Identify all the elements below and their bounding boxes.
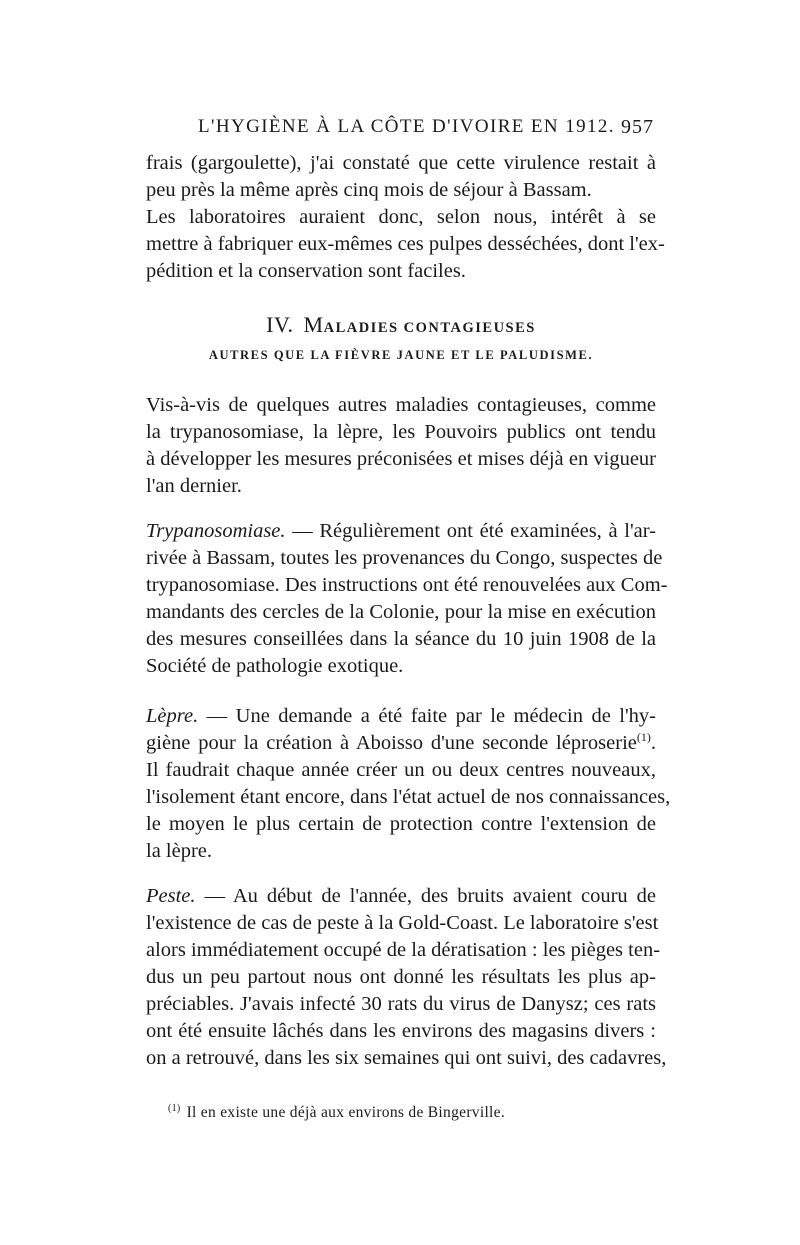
text-line [146, 703, 656, 730]
text-fragment: giène pour la création à Aboisso d'une seconde léproserie [146, 732, 637, 754]
paragraph-peste [146, 883, 667, 1072]
footnote-reference: (1) [636, 730, 651, 745]
footnote [168, 1103, 505, 1122]
paragraph-vis-a-vis [146, 392, 656, 500]
paragraph-term: Peste. [146, 885, 196, 907]
section-title-rest: ALADIES CONTAGIEUSES [323, 320, 536, 336]
text-fragment: — Une demande a été faite par le médecin de l'hy- [198, 705, 656, 727]
text-line: Il faudrait chaque année créer un ou deux centres nouveaux, [146, 759, 656, 781]
text-line: le moyen le plus certain de protection contre l'extension de [146, 813, 656, 835]
text-line: dus un peu partout nous ont donné les résultats les plus ap- [146, 966, 656, 988]
text-line: rivée à Bassam, toutes les provenances du Congo, suspectes de [146, 547, 663, 569]
paragraph-term: Trypanosomiase. [146, 520, 286, 542]
text-fragment: — Au début de l'année, des bruits avaient couru de [195, 885, 656, 907]
text-line: peu près la même après cinq mois de séjour à Bassam. [146, 179, 592, 201]
paragraph-lepre [146, 703, 671, 865]
text-line: l'isolement étant encore, dans l'état actuel de nos connaissances, [146, 786, 671, 808]
text-line: l'existence de cas de peste à la Gold-Coast. Le laboratoire s'est [146, 912, 659, 934]
text-line: des mesures conseillées dans la séance du 10 juin 1908 de la [146, 628, 656, 650]
text-line [146, 883, 656, 910]
running-title: L'HYGIÈNE À LA CÔTE D'IVOIRE EN 1912. [198, 116, 615, 137]
intro-paragraph [146, 150, 665, 285]
text-line: alors immédiatement occupé de la dératisation : les pièges ten- [146, 939, 661, 961]
text-line: mettre à fabriquer eux-mêmes ces pulpes desséchées, dont l'ex- [146, 233, 665, 255]
text-line: trypanosomiase. Des instructions ont été renouvelées aux Com- [146, 574, 668, 596]
text-line: on a retrouvé, dans les six semaines qui ont suivi, des cadavres, [146, 1047, 667, 1069]
text-fragment: . [650, 732, 656, 754]
text-line: frais (gargoulette), j'ai constaté que cette virulence restait à [146, 152, 656, 174]
text-line: Vis-à-vis de quelques autres maladies contagieuses, comme [146, 394, 656, 416]
footnote-mark: (1) [168, 1103, 181, 1114]
page-number: 957 [621, 116, 654, 138]
section-number: IV. [266, 312, 294, 337]
section-subheading: AUTRES QUE LA FIÈVRE JAUNE ET LE PALUDISME. [208, 348, 594, 362]
text-line: pédition et la conservation sont faciles. [146, 260, 466, 282]
text-line: l'an dernier. [146, 475, 242, 497]
text-fragment: — Régulièrement ont été examinées, à l'ar- [285, 520, 656, 542]
text-line: la trypanosomiase, la lèpre, les Pouvoirs publics ont tendu [146, 421, 656, 443]
text-line: mandants des cercles de la Colonie, pour la mise en exécution [146, 601, 656, 623]
section-title-initial: M [303, 312, 324, 337]
paragraph-trypanosomiase [146, 518, 668, 680]
text-line [146, 518, 656, 545]
section-heading [146, 312, 656, 338]
text-line: préciables. J'avais infecté 30 rats du virus de Danysz; ces rats [146, 993, 656, 1015]
text-line [146, 730, 656, 757]
text-line: ont été ensuite lâchés dans les environs des magasins divers : [146, 1020, 656, 1042]
text-line: Société de pathologie exotique. [146, 655, 404, 677]
running-head [146, 116, 654, 146]
text-line: la lèpre. [146, 840, 213, 862]
paragraph-term: Lèpre. [146, 705, 199, 727]
text-line: à développer les mesures préconisées et mises déjà en vigueur [146, 448, 656, 470]
footnote-text: Il en existe une déjà aux environs de Bingerville. [186, 1104, 506, 1122]
text-line: Les laboratoires auraient donc, selon nous, intérêt à se [146, 206, 656, 228]
